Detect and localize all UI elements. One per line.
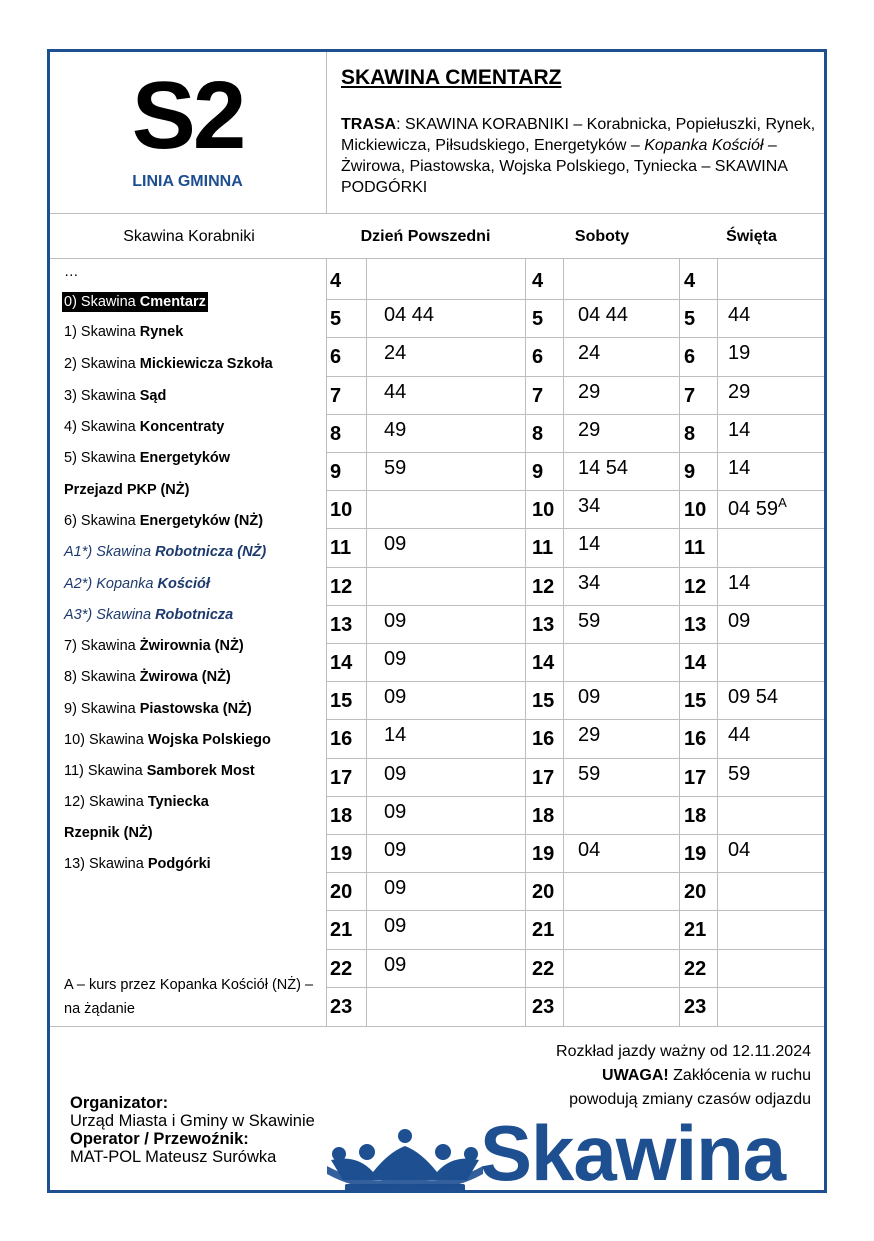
stop-name: Żwirowa (NŻ) — [139, 669, 231, 685]
holiday-hour: 5 — [684, 308, 696, 331]
weekday-hour: 10 — [330, 499, 353, 522]
saturday-hour: 9 — [532, 461, 544, 483]
route-label: TRASA — [341, 116, 397, 133]
saturday-minutes-text: 59 — [578, 609, 601, 632]
saturday-minutes — [578, 839, 600, 862]
weekday-minutes — [384, 304, 434, 327]
stop-item — [64, 638, 244, 654]
holiday-minutes — [728, 572, 750, 595]
weekday-minutes — [384, 342, 406, 365]
saturday-minutes — [578, 724, 600, 747]
holiday-minutes-text: 19 — [728, 342, 751, 365]
saturday-hour: 15 — [532, 690, 555, 713]
saturday-minutes-text: 34 — [578, 495, 601, 518]
saturday-hour: 13 — [532, 613, 555, 636]
weekday-minutes-text: 09 — [384, 648, 407, 670]
weekday-minutes — [384, 801, 406, 824]
holiday-minutes-text: 14 — [728, 457, 751, 479]
holiday-minutes-text: 29 — [728, 380, 751, 403]
weekday-minutes — [384, 457, 406, 480]
holiday-minutes — [728, 686, 778, 709]
table-bottom-divider — [50, 1026, 824, 1027]
weekday-minutes-text: 49 — [384, 418, 407, 441]
weekday-minutes-text: 09 — [384, 686, 407, 709]
weekday-minutes — [384, 610, 406, 633]
grid-row-line — [326, 910, 824, 911]
holiday-hour: 12 — [684, 575, 707, 598]
stop-prefix: 0) Skawina — [64, 294, 140, 310]
line-code: S2 — [131, 62, 244, 169]
saturday-hour: 12 — [532, 575, 555, 598]
weekday-hour: 5 — [330, 308, 342, 331]
stop-item — [64, 450, 230, 466]
stop-prefix: 5) Skawina — [64, 450, 140, 466]
weekday-hour: 15 — [330, 690, 353, 713]
stop-title: SKAWINA CMENTARZ — [341, 66, 562, 89]
grid-row-line — [326, 490, 824, 491]
holiday-hour: 9 — [684, 461, 696, 483]
saturday-hour: 16 — [532, 728, 555, 751]
holiday-minutes-text: 09 54 — [728, 686, 779, 709]
stop-prefix: 10) Skawina — [64, 732, 148, 748]
holiday-hour: 20 — [684, 881, 707, 904]
grid-row-line — [326, 872, 824, 873]
valid-from: Rozkład jazdy ważny od 12.11.2024 — [556, 1043, 811, 1060]
grid-row-line — [326, 567, 824, 568]
weekday-hour: 23 — [330, 995, 353, 1018]
saturday-hour: 18 — [532, 804, 555, 827]
saturday-hour: 19 — [532, 843, 555, 865]
holiday-hour: 16 — [684, 728, 707, 751]
stop-name: Rynek — [139, 324, 184, 340]
stop-item — [64, 607, 233, 623]
saturday-hour: 6 — [532, 346, 544, 369]
saturday-minutes — [578, 763, 600, 786]
weekday-hour: 12 — [330, 575, 353, 598]
saturday-hour: 4 — [532, 270, 544, 292]
weekday-header: Dzień Powszedni — [360, 228, 491, 245]
weekday-minutes — [384, 724, 406, 747]
weekday-minutes — [384, 954, 406, 977]
organizer-label: Organizator: — [70, 1094, 169, 1112]
stop-item — [64, 732, 271, 748]
stop-item — [64, 544, 266, 560]
holiday-hour: 10 — [684, 499, 707, 522]
holiday-hour: 11 — [684, 537, 706, 560]
weekday-hour: 19 — [330, 843, 353, 865]
stop-item — [64, 264, 79, 280]
stop-name: Przejazd PKP (NŻ) — [64, 482, 190, 498]
weekday-minutes — [384, 877, 406, 900]
holiday-hour: 23 — [684, 995, 707, 1018]
stop-item — [64, 763, 255, 779]
holiday-minutes-text: 14 — [728, 418, 751, 441]
stop-name: Mickiewicza Szkoła — [139, 356, 273, 372]
weekday-hour: 6 — [330, 346, 342, 369]
holiday-hour: 19 — [684, 843, 707, 865]
weekday-minutes-text: 09 — [384, 839, 407, 861]
grid-row-line — [326, 758, 824, 759]
grid-row-line — [326, 796, 824, 797]
weekday-minutes — [384, 381, 406, 404]
stop-name: Piastowska (NŻ) — [139, 701, 252, 717]
holiday-minutes — [728, 839, 750, 862]
stop-item — [64, 794, 209, 810]
saturday-minutes — [578, 381, 600, 404]
weekday-hour: 8 — [330, 422, 342, 445]
holiday-minutes-text: 04 59 — [728, 498, 779, 521]
saturday-minutes — [578, 342, 600, 365]
warning-text-2: powodują zmiany czasów odjazdu — [569, 1091, 811, 1108]
current-stop — [62, 292, 208, 312]
stop-name: Rzepnik (NŻ) — [64, 825, 153, 841]
weekday-hour: 21 — [330, 919, 353, 942]
weekday-minutes — [384, 915, 406, 938]
grid-row-line — [326, 337, 824, 338]
weekday-minutes — [384, 533, 406, 556]
weekday-minutes-text: 14 — [384, 724, 407, 747]
stop-prefix: 9) Skawina — [64, 701, 140, 717]
saturday-minutes — [578, 572, 600, 595]
route-part2: – Żwirowa, Piastowska, Wojska Polskiego, Tyniecka – SKAWINA PODGÓRKI — [341, 137, 788, 196]
stop-prefix: A3*) Skawina — [64, 607, 156, 623]
saturday-hour: 7 — [532, 384, 544, 407]
holiday-header: Święta — [726, 228, 777, 245]
weekday-minutes-text: 59 — [384, 457, 407, 479]
organizer-name: Urząd Miasta i Gminy w Skawinie — [70, 1112, 315, 1130]
stop-prefix: A2*) Kopanka — [64, 576, 158, 592]
saturday-minutes-text: 14 54 — [578, 457, 629, 479]
course-mark: A — [778, 495, 787, 511]
stop-item — [64, 324, 183, 340]
weekday-hour: 22 — [330, 957, 353, 980]
holiday-hour: 22 — [684, 957, 707, 980]
saturday-hour: 8 — [532, 422, 544, 445]
holiday-minutes — [728, 457, 750, 480]
operator-label: Operator / Przewoźnik: — [70, 1130, 249, 1148]
weekday-hour: 16 — [330, 728, 353, 751]
stop-item — [64, 482, 189, 498]
stop-name: Tyniecka — [147, 794, 209, 810]
stop-name: Żwirownia (NŻ) — [139, 638, 244, 654]
stop-name: Wojska Polskiego — [147, 732, 271, 748]
grid-row-line — [326, 719, 824, 720]
header-divider-horizontal — [50, 213, 824, 214]
saturday-minutes-text: 14 — [578, 533, 601, 556]
saturday-hour: 5 — [532, 308, 544, 331]
stop-prefix: 11) Skawina — [64, 763, 147, 779]
saturday-minutes-text: 04 — [578, 839, 601, 861]
saturday-minutes — [578, 533, 600, 556]
stop-item — [64, 356, 273, 372]
weekday-minutes-text: 09 — [384, 800, 407, 823]
holiday-hour: 21 — [684, 919, 707, 942]
stop-prefix: A1*) Skawina — [64, 544, 156, 560]
stop-name: Energetyków — [139, 450, 231, 466]
holiday-hour: 15 — [684, 690, 707, 713]
stop-prefix: 7) Skawina — [64, 638, 140, 654]
holiday-minutes-text: 09 — [728, 609, 751, 632]
saturday-minutes — [578, 495, 600, 518]
holiday-hour: 13 — [684, 613, 707, 636]
saturday-minutes — [578, 610, 600, 633]
weekday-minutes — [384, 763, 406, 786]
saturday-hour: 11 — [532, 537, 554, 560]
weekday-hour: 11 — [330, 537, 352, 560]
weekday-minutes-text: 09 — [384, 762, 407, 785]
weekday-minutes — [384, 686, 406, 709]
stop-prefix: … — [64, 264, 79, 280]
grid-row-line — [326, 528, 824, 529]
grid-row-line — [326, 376, 824, 377]
saturday-hour: 17 — [532, 766, 555, 789]
grid-row-line — [326, 452, 824, 453]
grid-row-line — [326, 605, 824, 606]
holiday-hour: 18 — [684, 804, 707, 827]
holiday-minutes — [728, 495, 787, 521]
stop-prefix: 8) Skawina — [64, 669, 140, 685]
stop-name: Robotnicza — [155, 607, 234, 623]
stop-item — [64, 419, 224, 435]
stop-prefix: 1) Skawina — [64, 324, 140, 340]
grid-row-line — [326, 299, 824, 300]
holiday-hour: 6 — [684, 346, 696, 369]
columns-divider-horizontal — [50, 258, 824, 259]
saturday-minutes-text: 04 44 — [578, 304, 629, 327]
weekday-hour: 20 — [330, 881, 353, 904]
stop-name: Cmentarz — [139, 294, 206, 310]
saturday-minutes — [578, 457, 628, 480]
stop-name: Robotnicza (NŻ) — [155, 544, 267, 560]
saturday-header: Soboty — [574, 228, 630, 245]
weekday-minutes-text: 09 — [384, 877, 407, 900]
grid-row-line — [326, 987, 824, 988]
grid-row-line — [326, 643, 824, 644]
stop-name: Energetyków (NŻ) — [139, 513, 264, 529]
skawina-logo-text: Skawina — [480, 1109, 786, 1197]
saturday-minutes-text: 29 — [578, 724, 601, 747]
stop-name: Koncentraty — [139, 419, 225, 435]
route-italic: Kopanka Kościół — [644, 137, 764, 154]
holiday-hour: 14 — [684, 652, 707, 674]
stop-name: Samborek Most — [146, 763, 255, 779]
stop-item — [64, 576, 210, 592]
header-divider-vertical — [326, 52, 327, 214]
warning-label: UWAGA! — [602, 1067, 669, 1084]
weekday-minutes — [384, 419, 406, 442]
validity-info — [556, 1040, 811, 1112]
weekday-minutes-text: 09 — [384, 609, 407, 632]
holiday-minutes-text: 44 — [728, 304, 751, 327]
holiday-minutes-text: 14 — [728, 571, 751, 594]
holiday-minutes-text: 44 — [728, 724, 751, 747]
stop-name: Kościół — [157, 576, 210, 592]
footnote: A – kurs przez Kopanka Kościół (NŻ) – na żądanie — [64, 977, 314, 1017]
holiday-hour: 17 — [684, 766, 707, 789]
operator-name: MAT-POL Mateusz Surówka — [70, 1148, 277, 1166]
saturday-hour: 21 — [532, 919, 555, 942]
stop-item — [64, 701, 252, 717]
direction-header: Skawina Korabniki — [123, 228, 255, 245]
holiday-minutes — [728, 610, 750, 633]
saturday-hour: 22 — [532, 957, 555, 980]
holiday-minutes — [728, 381, 750, 404]
holiday-minutes-text: 59 — [728, 762, 751, 785]
weekday-hour: 13 — [330, 613, 353, 636]
saturday-minutes-text: 29 — [578, 418, 601, 441]
stop-item — [64, 669, 231, 685]
holiday-minutes-text: 04 — [728, 839, 751, 861]
line-type: LINIA GMINNA — [132, 173, 243, 190]
grid-row-line — [326, 834, 824, 835]
weekday-minutes-text: 44 — [384, 380, 407, 403]
warning-line — [556, 1064, 811, 1088]
holiday-minutes — [728, 724, 750, 747]
grid-row-line — [326, 414, 824, 415]
stop-item — [64, 825, 153, 841]
saturday-hour: 23 — [532, 995, 555, 1018]
weekday-minutes-text: 09 — [384, 915, 407, 938]
holiday-minutes — [728, 419, 750, 442]
saturday-minutes-text: 24 — [578, 342, 601, 365]
stop-item — [64, 513, 263, 529]
weekday-minutes — [384, 839, 406, 862]
saturday-minutes-text: 34 — [578, 571, 601, 594]
saturday-minutes — [578, 419, 600, 442]
holiday-minutes — [728, 342, 750, 365]
stop-name: Sąd — [139, 388, 167, 404]
stop-prefix: 3) Skawina — [64, 388, 140, 404]
weekday-hour: 18 — [330, 804, 353, 827]
holiday-minutes — [728, 304, 750, 327]
saturday-hour: 10 — [532, 499, 555, 522]
stop-prefix: 2) Skawina — [64, 356, 140, 372]
holiday-minutes — [728, 763, 750, 786]
saturday-minutes-text: 09 — [578, 686, 601, 709]
weekday-minutes-text: 09 — [384, 533, 407, 556]
weekday-hour: 7 — [330, 384, 342, 407]
saturday-minutes — [578, 686, 600, 709]
stop-prefix: 6) Skawina — [64, 513, 140, 529]
grid-row-line — [326, 681, 824, 682]
holiday-hour: 4 — [684, 270, 696, 292]
weekday-minutes-text: 24 — [384, 342, 407, 365]
saturday-hour: 14 — [532, 652, 555, 674]
weekday-minutes-text: 04 44 — [384, 304, 435, 327]
holiday-hour: 8 — [684, 422, 696, 445]
route-description — [341, 114, 816, 198]
saturday-minutes-text: 59 — [578, 762, 601, 785]
weekday-hour: 4 — [330, 270, 342, 292]
grid-row-line — [326, 949, 824, 950]
saturday-minutes-text: 29 — [578, 380, 601, 403]
stop-item — [64, 856, 211, 872]
weekday-minutes-text: 09 — [384, 953, 407, 976]
saturday-hour: 20 — [532, 881, 555, 904]
weekday-hour: 17 — [330, 766, 353, 789]
stop-prefix: 13) Skawina — [64, 856, 148, 872]
stop-prefix: 4) Skawina — [64, 419, 140, 435]
weekday-minutes — [384, 648, 406, 671]
organizer-block — [70, 1094, 315, 1166]
saturday-minutes — [578, 304, 628, 327]
holiday-hour: 7 — [684, 384, 696, 407]
stop-name: Podgórki — [147, 856, 211, 872]
weekday-hour: 9 — [330, 461, 342, 483]
stop-prefix: 12) Skawina — [64, 794, 148, 810]
route-part1: : SKAWINA KORABNIKI – Korabnicka, Popiełuszki, Rynek, Mickiewicza, Piłsudskiego, Energetyków – — [341, 116, 816, 154]
warning-text: Zakłócenia w ruchu — [668, 1067, 811, 1084]
stop-item — [64, 388, 166, 404]
weekday-hour: 14 — [330, 652, 353, 674]
